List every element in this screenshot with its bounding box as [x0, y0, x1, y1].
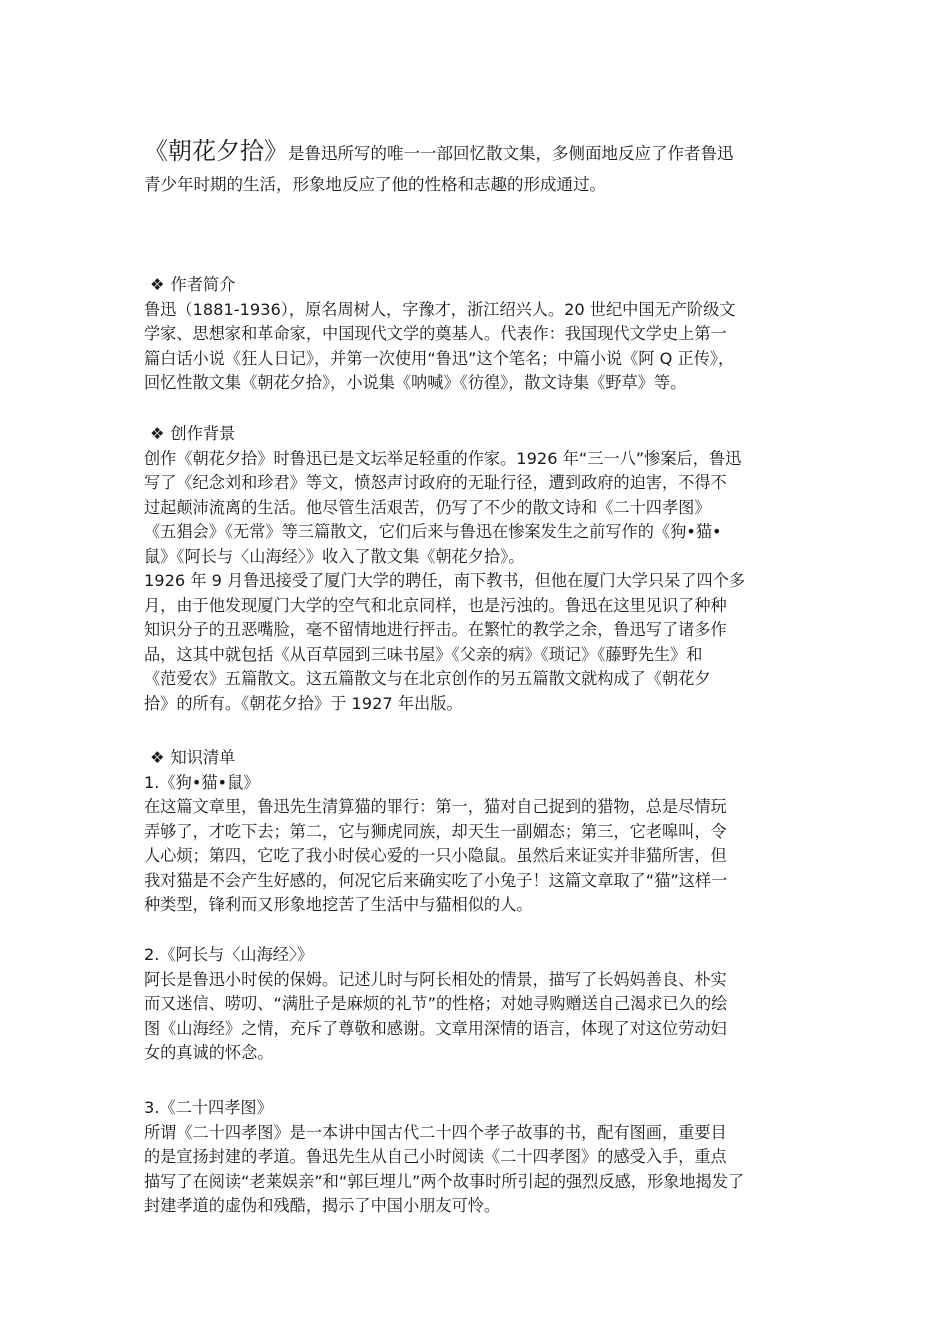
paragraph-line: 图《山海经》之情，充斥了尊敬和感谢。文章用深情的语言，体现了对这位劳动妇 [144, 1018, 727, 1038]
book-title: 《朝花夕拾》 [144, 137, 288, 165]
paragraph-line: 封建孝道的虚伪和残酷，揭示了中国小朋友可怜。 [144, 1196, 501, 1215]
diamond-bullet-icon: ❖ [150, 748, 165, 767]
paragraph-line: 种类型，锋利而又形象地挖苦了生活中与猫相似的人。 [144, 895, 533, 914]
section-heading-text: 作者简介 [170, 275, 236, 294]
item-title: 3.《二十四孝图》 [144, 1098, 273, 1117]
diamond-bullet-icon: ❖ [150, 275, 165, 294]
paragraph-line: 我对猫是不会产生好感的，何况它后来确实吃了小兔子！这篇文章取了“猫”这样一 [144, 870, 728, 890]
intro-line-2: 青少年时期的生活，形象地反应了他的性格和志趣的形成通过。 [144, 175, 606, 194]
author-section [144, 273, 824, 396]
paragraph-line: 女的真诚的怀念。 [144, 1043, 274, 1062]
knowledge-section [144, 746, 824, 918]
paragraph-line: 学家、思想家和革命家，中国现代文学的奠基人。代表作：我国现代文学史上第一 [144, 324, 727, 343]
diamond-bullet-icon: ❖ [150, 424, 165, 443]
paragraph-line: 创作《朝花夕拾》时鲁迅已是文坛举足轻重的作家。1926 年“三一八”惨案后，鲁迅 [144, 448, 742, 468]
paragraph-line: 篇白话小说《狂人日记》，并第一次使用“鲁迅”这个笔名；中篇小说《阿 Q 正传》， [144, 348, 735, 368]
section-heading [144, 422, 824, 447]
knowledge-item-2 [144, 943, 824, 1066]
intro-paragraph [144, 136, 824, 200]
paragraph-line: 拾》的所有。《朝花夕拾》于 1927 年出版。 [144, 693, 463, 713]
paragraph-line: 《五猖会》《无常》等三篇散文，它们后来与鲁迅在惨案发生之前写作的《狗•猫• [144, 522, 722, 541]
section-heading-text: 创作背景 [170, 424, 236, 443]
paragraph-line: 人心烦；第四，它吃了我小时侯心爱的一只小隐鼠。虽然后来证实并非猫所害，但 [144, 846, 727, 865]
paragraph-line: 所谓《二十四孝图》是一本讲中国古代二十四个孝子故事的书，配有图画，重要目 [144, 1122, 727, 1142]
paragraph-line: 的是宣扬封建的孝道。鲁迅先生从自己小时阅读《二十四孝图》的感受入手，重点 [144, 1147, 727, 1166]
section-heading-text: 知识清单 [170, 748, 236, 767]
paragraph-line: 知识分子的丑恶嘴脸，毫不留情地进行抨击。在繁忙的教学之余，鲁迅写了诸多作 [144, 620, 727, 639]
paragraph-line: 弄够了，才吃下去；第二，它与狮虎同族，却天生一副媚态；第三，它老嗥叫，令 [144, 821, 727, 841]
paragraph-line: 写了《纪念刘和珍君》等文，愤怒声讨政府的无耻行径，遭到政府的迫害，不得不 [144, 473, 727, 492]
item-title: 1.《狗•猫•鼠》 [144, 772, 260, 792]
section-heading [144, 746, 824, 771]
section-heading [144, 273, 824, 298]
paragraph-line: 《范爱农》五篇散文。这五篇散文与在北京创作的另五篇散文就构成了《朝花夕 [144, 669, 711, 688]
intro-line-1 [144, 136, 824, 169]
paragraph-line: 鼠》《阿长与〈山海经〉》收入了散文集《朝花夕拾》。 [144, 546, 525, 566]
paragraph-line: 月，由于他发现厦门大学的空气和北京同样，也是污浊的。鲁迅在这里见识了种种 [144, 595, 727, 615]
paragraph-line: 过起颠沛流离的生活。他尽管生活艰苦，仍写了不少的散文诗和《二十四孝图》 [144, 497, 711, 517]
paragraph-line: 回忆性散文集《朝花夕拾》，小说集《呐喊》《彷徨》，散文诗集《野草》等。 [144, 373, 687, 392]
knowledge-item-3 [144, 1096, 824, 1219]
paragraph-line: 在这篇文章里，鲁迅先生清算猫的罪行：第一，猫对自己捉到的猎物，总是尽情玩 [144, 797, 727, 816]
background-section [144, 422, 824, 716]
paragraph-line: 品，这其中就包括《从百草园到三味书屋》《父亲的病》《琐记》《藤野先生》和 [144, 644, 703, 664]
item-title: 2.《阿长与〈山海经〉》 [144, 945, 314, 964]
paragraph-line: 而又迷信、唠叨、“满肚子是麻烦的礼节”的性格；对她寻购赠送自己渴求已久的绘 [144, 994, 728, 1013]
paragraph-line: 鲁迅（1881-1936），原名周树人，字豫才，浙江绍兴人。20 世纪中国无产阶级文 [144, 299, 736, 319]
intro-line-1-text: 是鲁迅所写的唯一一部回忆散文集，多侧面地反应了作者鲁迅 [288, 144, 734, 163]
paragraph-line: 1926 年 9 月鲁迅接受了厦门大学的聘任，南下教书，但他在厦门大学只呆了四个多 [144, 571, 746, 590]
paragraph-line: 阿长是鲁迅小时侯的保姆。记述儿时与阿长相处的情景，描写了长妈妈善良、朴实 [144, 969, 727, 989]
paragraph-line: 描写了在阅读“老莱娱亲”和“郭巨埋儿”两个故事时所引起的强烈反感，形象地揭发了 [144, 1171, 745, 1191]
